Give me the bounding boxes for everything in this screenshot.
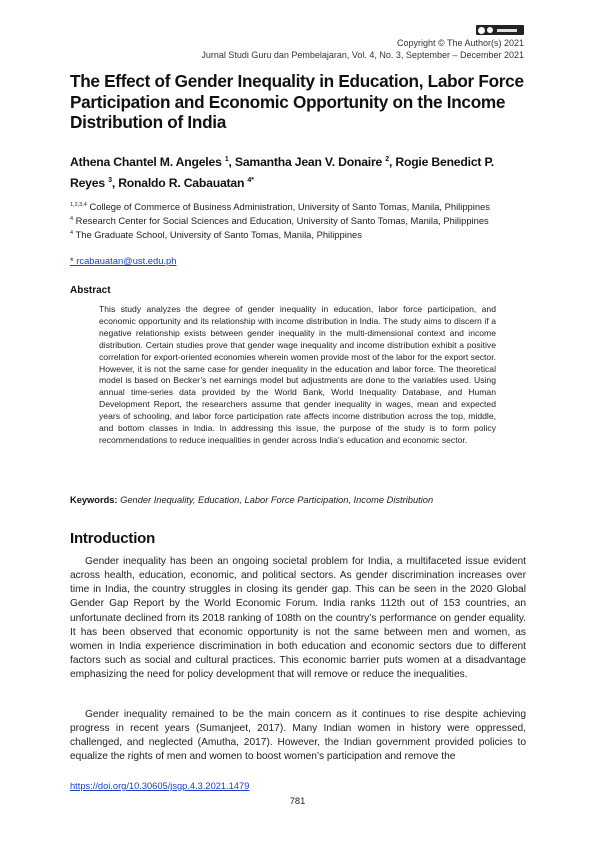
- affiliation-text: Research Center for Social Sciences and Education, University of Santo Tomas, Manila, Philippines: [75, 215, 489, 226]
- copyright-line: Copyright © The Author(s) 2021: [396, 38, 524, 48]
- body-paragraph: Gender inequality has been an ongoing societal problem for India, a multifaceted issue evident across health, education, economic, and political sectors. As gender discrimination increases over time in India, the country struggles in closing its gender gap. This can be seen in the 2020 Global Gender Gap Report by the World Economic Forum. India ranks 112th out of 153 countries, an unfortunate declined from its 2018 ranking of 108th on the country’s performance on gender equality. It has been observed that economic opportunity is not the same between men and women, as women in India experience discrimination in both education and economic sectors due to different factors such as social and cultural practices. This economic barrier puts women at a disadvantage emphasizing the need for policy development that will remove or reduce the inequalities.: [70, 556, 526, 681]
- affiliation-sup: 1,2,3,4: [70, 201, 87, 208]
- affiliation-text: The Graduate School, University of Santo Tomas, Manila, Philippines: [75, 229, 362, 240]
- abstract-heading: Abstract: [70, 285, 111, 296]
- doi-link[interactable]: https://doi.org/10.30605/jsgp.4.3.2021.1479: [70, 781, 250, 791]
- author-sup: 3: [108, 176, 112, 184]
- author-name: Samantha Jean V. Donaire: [234, 155, 383, 170]
- corresponding-email[interactable]: [70, 255, 176, 266]
- email-marker: *: [70, 255, 74, 266]
- author-name: Athena Chantel M. Angeles: [70, 155, 222, 170]
- keywords-label: Keywords:: [70, 495, 118, 505]
- affiliation-sup: 4: [70, 215, 74, 222]
- author-sup: 2: [385, 156, 389, 163]
- email-address[interactable]: rcabauatan@ust.edu.ph: [76, 255, 177, 266]
- affiliation-text: College of Commerce of Business Administration, University of Santo Tomas, Manila, Philippines: [89, 201, 490, 212]
- affiliation: [70, 201, 490, 212]
- keywords: [70, 495, 433, 505]
- page-number: 781: [289, 796, 306, 806]
- creative-commons-license-icon: [476, 25, 524, 35]
- section-heading-introduction: Introduction: [70, 530, 156, 547]
- author-name: Ronaldo R. Cabauatan: [118, 175, 245, 190]
- author-name: Rogie Benedict P. Reyes: [70, 155, 494, 190]
- author-sup: 1: [224, 156, 229, 163]
- affiliation-sup: 4: [70, 229, 74, 236]
- body-paragraph: Gender inequality remained to be the main concern as it continues to rise despite achieving progress in recent years (Sumanjeet, 2017). Many Indian women in history were oppressed, challenged, and neglected (Amutha, 2017). However, the Indian government provided policies to equalize the rights of men and women to boost women’s participation and remove the: [70, 709, 526, 763]
- affiliation: [70, 215, 489, 226]
- journal-citation: Jurnal Studi Guru dan Pembelajaran, Vol. 4, No. 3, September – December 2021: [201, 50, 524, 60]
- abstract-text: This study analyzes the degree of gender inequality in education, labor force participation, and economic opportunity and its relationship with income distribution in India. The study aims to discern if a negative relationship exists between gender inequality in the multi-dimensional context and income distribution. Certain studies prove that gender wage inequality and income distribution exhibit a positive correlation for export-oriented economies wherein women provide most of the labor for the export sector. However, it is not the same case for gender inequality in the education and labor force. The theoretical model is based on Becker’s net earnings model but adjustments are done to the variables used. Using annual time-series data provided by the World Bank, World Inequality Database, and Human Development Report, the researchers assume that gender inequality in wages, mean and expected years of schooling, and labor force participation rate affects income distribution across the top, middle, and bottom classes in India. In addressing this issue, the purpose of the study is to form policy recommendations to reduce inequalities in gender across India’s education and economic sector.: [99, 304, 496, 445]
- paper-title: The Effect of Gender Inequality in Education, Labor Force Participation and Economic Opportunity on the Income Distribution of India: [70, 71, 524, 133]
- keywords-text: Gender Inequality, Education, Labor Force Participation, Income Distribution: [120, 495, 434, 505]
- author-list: Athena Chantel M. Angeles $^1$, Samantha Jean V. Donaire $^2$, Rogie Benedict P. Reyes $^3$, Ronaldo R. Cabauatan $^{4*}$: [70, 155, 494, 190]
- affiliation: [70, 229, 362, 240]
- author-sup: 4*: [247, 176, 254, 184]
